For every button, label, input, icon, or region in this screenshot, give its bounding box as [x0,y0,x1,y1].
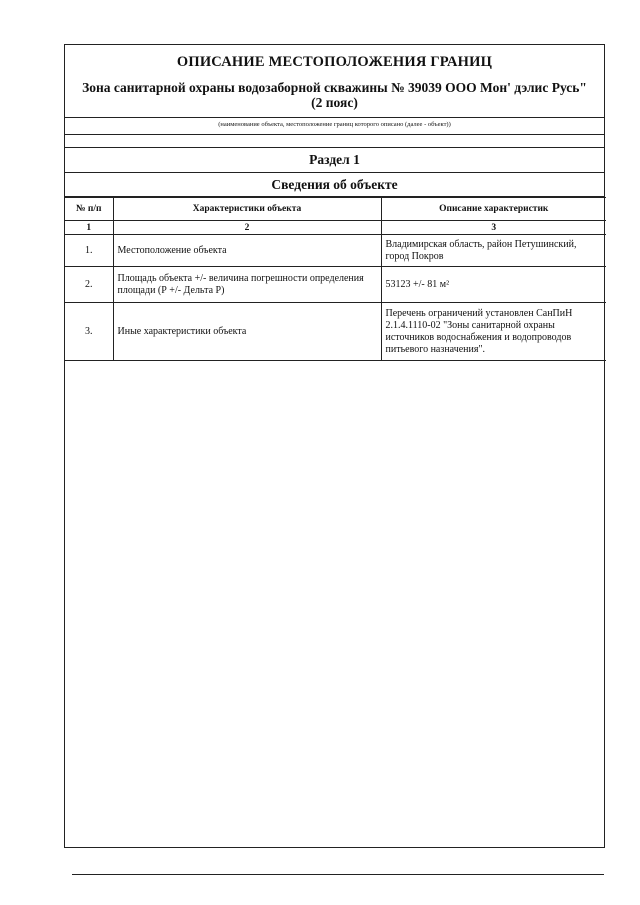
column-number-row [65,221,606,235]
row-description: Перечень ограничений установлен СанПиН 2.1.4.1110-02 "Зоны санитарной охраны источников водоснабжения и водопроводов питьевого назначения". [381,303,606,361]
object-name: Зона санитарной охраны водозаборной скважины № 39039 ООО Мон' дэлис Русь" (2 пояс) [82,80,587,110]
row-characteristic: Местоположение объекта [113,235,381,267]
row-characteristic: Иные характеристики объекта [113,303,381,361]
table-row [65,235,606,267]
table-header-row [65,198,606,221]
header-num: № п/п [65,198,113,221]
column-number: 2 [113,221,381,235]
table-row [65,267,606,303]
page-bottom-rule [72,874,604,875]
row-number: 3. [65,303,113,361]
row-description: 53123 +/- 81 м² [381,267,606,303]
row-number: 1. [65,235,113,267]
document-title: ОПИСАНИЕ МЕСТОПОЛОЖЕНИЯ ГРАНИЦ [176,54,493,70]
column-number: 3 [381,221,606,235]
section-heading: Раздел 1 [65,148,604,173]
object-caption: (наименование объекта, местоположение границ которого описано (далее - объект)) [65,118,604,135]
title-block [65,45,604,118]
header-characteristic: Характеристики объекта [113,198,381,221]
row-number: 2. [65,267,113,303]
spacer-row [65,135,604,148]
table-row [65,303,606,361]
row-characteristic: Площадь объекта +/- величина погрешности определения площади (Р +/- Дельта Р) [113,267,381,303]
row-description: Владимирская область, район Петушинский, город Покров [381,235,606,267]
document-frame [64,44,605,848]
characteristics-table [65,197,606,361]
section-title: Сведения об объекте [65,173,604,197]
header-description: Описание характеристик [381,198,606,221]
column-number: 1 [65,221,113,235]
